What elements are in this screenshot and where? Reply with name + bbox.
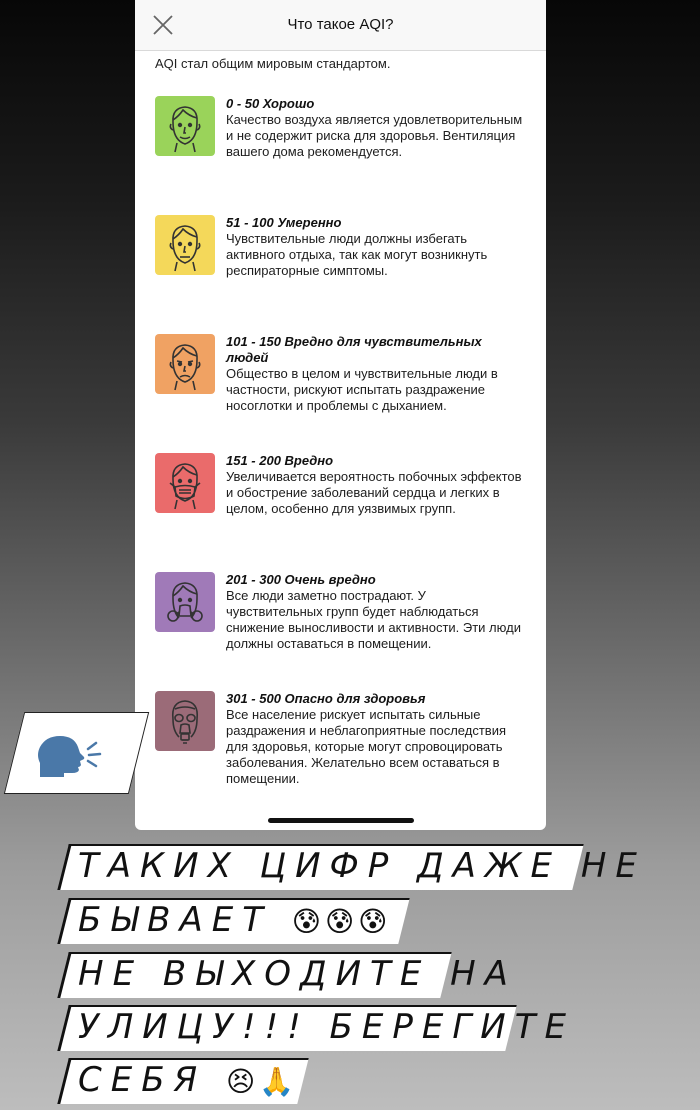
level-description: Все население рискует испытать сильные раздражения и неблагоприятные последствия для здоровья, которые могут спровоцировать заболевания. Желательно всем оставаться в помещении. xyxy=(226,707,506,786)
speaking-head-icon xyxy=(34,733,106,779)
face-mask-icon xyxy=(155,453,215,513)
level-description: Общество в целом и чувствительные люди в частности, рискуют испытать раздражение носоглотки и проблемы с дыханием. xyxy=(226,366,498,413)
level-title: 301 - 500 Опасно для здоровья xyxy=(226,691,426,706)
respirator-icon xyxy=(155,572,215,632)
level-title: 51 - 100 Умеренно xyxy=(226,215,342,230)
caption-line-2: БЫВАЕТ 😰😰😰 xyxy=(78,900,392,940)
caption-line-3: НЕ ВЫХОДИТЕ НА xyxy=(78,954,517,994)
modal-header xyxy=(135,0,546,51)
level-description: Чувствительные люди должны избегать активного отдыха, так как могут возникнуть респираторные симптомы. xyxy=(226,231,488,278)
level-title: 101 - 150 Вредно для чувствительных людей xyxy=(226,334,482,365)
home-indicator[interactable] xyxy=(268,818,414,823)
level-description: Качество воздуха является удовлетворительным и не содержит риска для здоровья. Вентиляция вашего дома рекомендуется. xyxy=(226,112,523,159)
level-description: Все люди заметно пострадают. У чувствительных групп будет наблюдаться снижение выносливости и активности. Эти люди должны оставаться в помещении. xyxy=(226,588,521,651)
modal-title: Что такое AQI? xyxy=(287,16,394,33)
caption-line-4: УЛИЦУ!!! БЕРЕГИТЕ xyxy=(78,1007,575,1047)
level-title: 201 - 300 Очень вредно xyxy=(226,572,376,587)
level-description: Увеличивается вероятность побочных эффектов и обострение заболеваний сердца и легких в целом, особенно для уязвимых групп. xyxy=(226,469,522,516)
sad-face-icon xyxy=(155,334,215,394)
intro-line-2: AQI стал общим мировым стандартом. xyxy=(155,56,391,71)
neutral-face-icon xyxy=(155,215,215,275)
anxious-emoji-icon: 😰😰😰 xyxy=(291,905,392,938)
gas-mask-icon xyxy=(155,691,215,751)
level-title: 151 - 200 Вредно xyxy=(226,453,334,468)
persevering-praying-emoji-icon: 😣🙏 xyxy=(225,1065,299,1098)
caption-line-5: СЕБЯ 😣🙏 xyxy=(78,1060,299,1100)
smiling-face-icon xyxy=(155,96,215,156)
caption-line-1: ТАКИХ ЦИФР ДАЖЕ НЕ xyxy=(78,846,646,886)
level-title: 0 - 50 Хорошо xyxy=(226,96,315,111)
aqi-info-screen xyxy=(135,0,546,830)
